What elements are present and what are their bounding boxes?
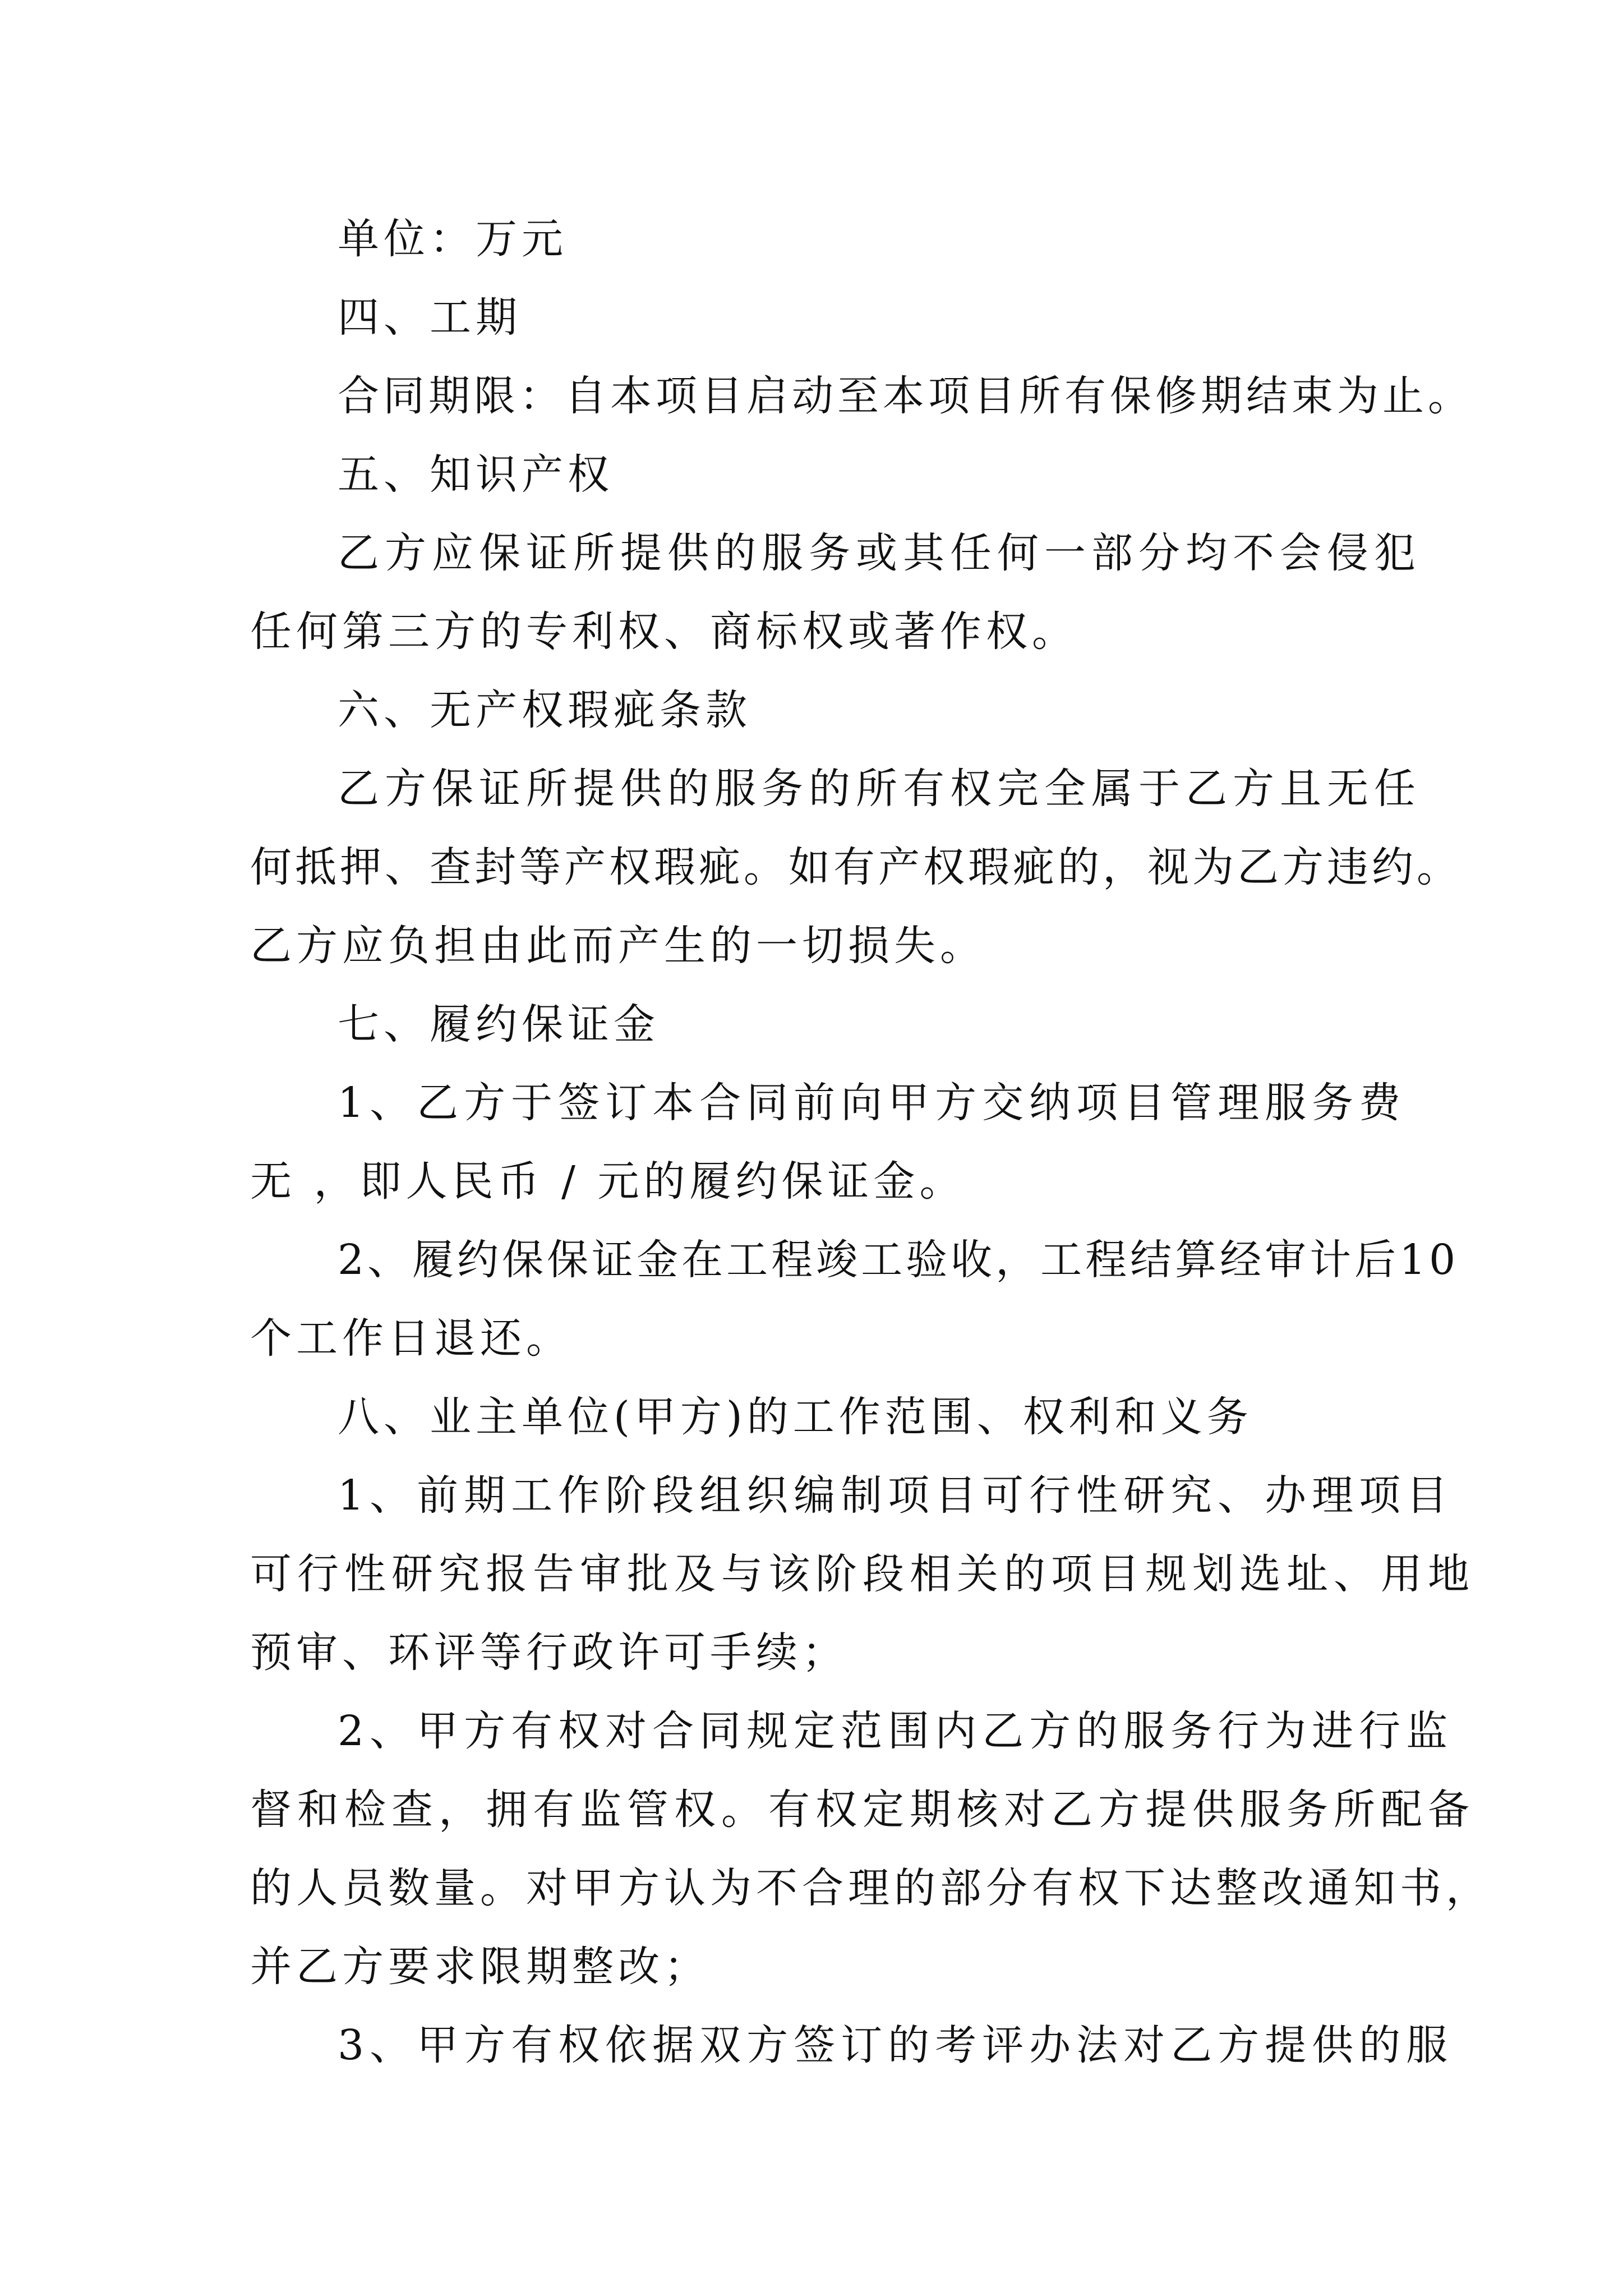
- title-defect-paragraph-line-3: 乙方应负担由此而产生的一切损失。: [250, 922, 986, 970]
- owner-item-1-line-3: 预审、环评等行政许可手续；: [250, 1628, 848, 1677]
- owner-item-1-line-1: 1、前期工作阶段组织编制项目可行性研究、办理项目: [338, 1471, 1454, 1520]
- owner-item-1-line-2: 可行性研究报告审批及与该阶段相关的项目规划选址、用地: [250, 1550, 1475, 1598]
- section-7-heading: 七、履约保证金: [338, 1000, 660, 1048]
- owner-item-2-line-4: 并乙方要求限期整改；: [250, 1943, 710, 1991]
- owner-item-3-line-1: 3、甲方有权依据双方签订的考评办法对乙方提供的服: [338, 2021, 1454, 2069]
- owner-item-2-line-1: 2、甲方有权对合同规定范围内乙方的服务行为进行监: [338, 1707, 1454, 1755]
- ip-paragraph-line-2: 任何第三方的专利权、商标权或著作权。: [250, 608, 1078, 656]
- section-8-heading: 八、业主单位(甲方)的工作范围、权利和义务: [338, 1393, 1253, 1441]
- section-6-heading: 六、无产权瑕疵条款: [338, 686, 751, 734]
- deposit-item-2-line-2: 个工作日退还。: [250, 1314, 572, 1363]
- owner-item-2-line-3: 的人员数量。对甲方认为不合理的部分有权下达整改通知书，: [250, 1864, 1492, 1912]
- title-defect-paragraph-line-2: 何抵押、查封等产权瑕疵。如有产权瑕疵的，视为乙方违约。: [250, 843, 1461, 891]
- section-4-heading: 四、工期: [338, 293, 522, 342]
- section-5-heading: 五、知识产权: [338, 450, 614, 499]
- ip-paragraph-line-1: 乙方应保证所提供的服务或其任何一部分均不会侵犯: [338, 529, 1421, 577]
- contract-period-line: 合同期限：自本项目启动至本项目所有保修期结束为止。: [338, 372, 1473, 420]
- title-defect-paragraph-line-1: 乙方保证所提供的服务的所有权完全属于乙方且无任: [338, 765, 1421, 813]
- unit-line: 单位：万元: [338, 215, 568, 263]
- deposit-item-1-line-2: 无 ，即人民币 / 元的履约保证金。: [250, 1157, 966, 1205]
- deposit-item-1-line-1: 1、乙方于签订本合同前向甲方交纳项目管理服务费: [338, 1079, 1407, 1127]
- owner-item-2-line-2: 督和检查，拥有监管权。有权定期核对乙方提供服务所配备: [250, 1786, 1475, 1834]
- deposit-item-2-line-1: 2、履约保保证金在工程竣工验收，工程结算经审计后10: [338, 1236, 1459, 1284]
